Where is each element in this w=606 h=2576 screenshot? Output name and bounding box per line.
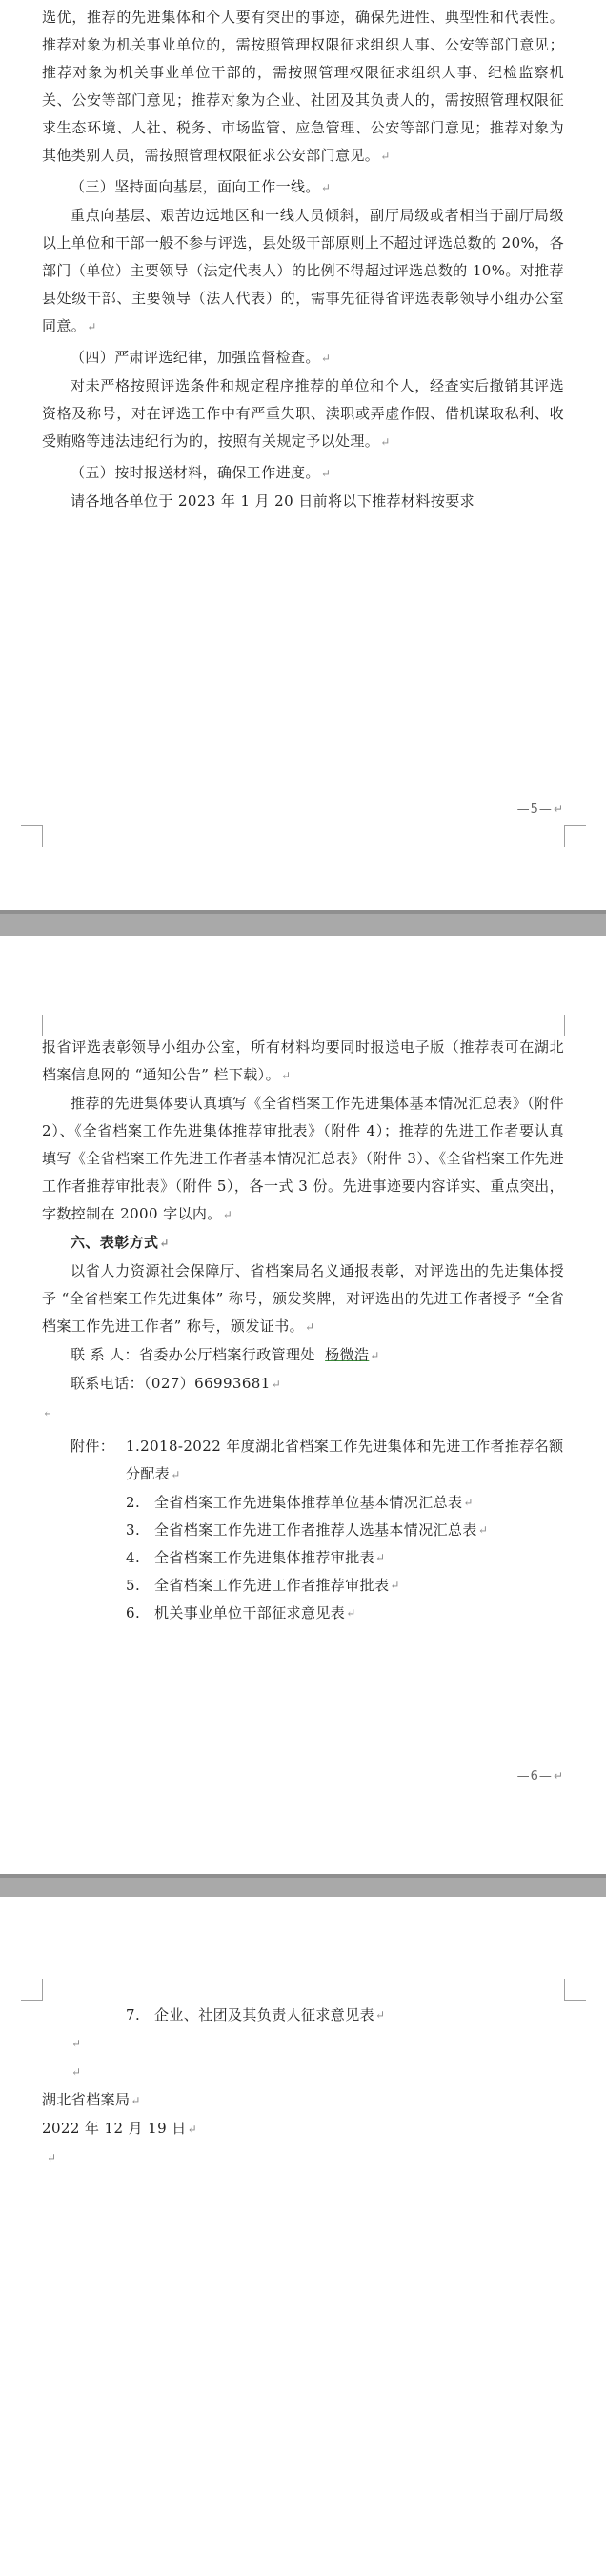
paragraph-mark: ↵ xyxy=(320,181,332,194)
empty-paragraph xyxy=(42,2058,564,2086)
paragraph-mark: ↵ xyxy=(346,1606,356,1620)
attachment-item: 7. 企业、社团及其负责人征求意见表 ↵ xyxy=(42,2002,564,2029)
issuer: 湖北省档案局↵ xyxy=(42,2091,141,2108)
paragraph-mark: ↵ xyxy=(305,1320,315,1334)
margin-corner-marker xyxy=(564,1979,586,2001)
page-5-body xyxy=(42,4,564,515)
attachment-item: 附件： 1.2018-2022 年度湖北省档案工作先进集体和先进工作者推荐名额分配表↵ xyxy=(71,1433,564,1489)
paragraph: 请各地各单位于 2023 年 1 月 20 日前将以下推荐材料按要求 xyxy=(71,493,475,510)
page-separator xyxy=(0,910,606,936)
paragraph: 选优，推荐的先进集体和个人要有突出的事迹，确保先进性、典型性和代表性。推荐对象为机关事业单位的，需按照管理权限征求组织人事、公安等部门意见；推荐对象为机关事业单位干部的，需按照管理权限征求组织人事、纪检监察机关、公安等部门意见；推荐对象为企业、社团及其负责人的，需按照管理权限征求生态环境、人社、税务、市场监管、应急管理、公安等部门意见；推荐对象为其他类别人员，需按照管理权限征求公安部门意见。↵ xyxy=(42,9,564,164)
margin-corner-marker xyxy=(564,1015,586,1036)
attachments-label: 附件： xyxy=(71,1438,115,1455)
issue-date: 2022 年 12 月 19 日↵ xyxy=(42,2120,198,2137)
section-heading: （三）坚持面向基层，面向工作一线。↵ xyxy=(71,178,332,195)
paragraph-mark: ↵ xyxy=(187,2123,198,2136)
paragraph: 重点向基层、艰苦边远地区和一线人员倾斜，副厅局级或者相当于副厅局级以上单位和干部一般不参与评选，县处级干部原则上不超过评选总数的 20%，各部门（单位）主要领导（法定代表人）的比例不得超过评选总数的 10%。对推荐县处级干部、主要领导（法人代表）的，需事先征得省评选表彰领导小组办公室同意。↵ xyxy=(42,207,564,334)
paragraph-mark: ↵ xyxy=(271,1378,282,1391)
paragraph-mark: ↵ xyxy=(463,1496,474,1509)
attachment-item: 2. 全省档案工作先进集体推荐单位基本情况汇总表 ↵ xyxy=(71,1489,564,1517)
paragraph-mark: ↵ xyxy=(477,1523,489,1537)
page-number: —5—↵ xyxy=(516,802,564,816)
document-page-7 xyxy=(0,1897,606,2576)
paragraph: 以省人力资源社会保障厅、省档案局名义通报表彰，对评选出的先进集体授予 “全省档案工作先进集体” 称号，颁发奖牌，对评选出的先进工作者授予 “全省档案工作先进工作者” 称号，颁发证书。↵ xyxy=(42,1262,564,1335)
paragraph: 推荐的先进集体要认真填写《全省档案工作先进集体基本情况汇总表》（附件 2）、《全省档案工作先进集体推荐审批表》（附件 4）；推荐的先进工作者要认真填写《全省档案工作先进工作者基本情况汇总表》（附件 3）、《全省档案工作先进工作者推荐审批表》（附件 5），各一式 3 份。先进事迹要内容详实、重点突出，字数控制在 2000 字以内。↵ xyxy=(42,1095,564,1222)
document-page-5 xyxy=(0,0,606,910)
paragraph-mark: ↵ xyxy=(171,1468,181,1481)
paragraph-mark: ↵ xyxy=(380,150,391,163)
section-heading: （四）严肃评选纪律，加强监督检查。↵ xyxy=(71,349,332,366)
empty-paragraph xyxy=(42,2029,564,2058)
attachment-item: 4. 全省档案工作先进集体推荐审批表 ↵ xyxy=(71,1544,564,1572)
paragraph-mark: ↵ xyxy=(380,435,391,449)
attachment-item: 5. 全省档案工作先进工作者推荐审批表 ↵ xyxy=(71,1572,564,1600)
paragraph-mark: ↵ xyxy=(553,802,564,815)
page-6-body xyxy=(42,1034,564,1627)
paragraph-mark: ↵ xyxy=(553,1769,564,1782)
paragraph: 报省评选表彰领导小组办公室，所有材料均要同时报送电子版（推荐表可在湖北档案信息网的 “通知公告” 栏下载）。↵ xyxy=(42,1038,564,1083)
paragraph-mark: ↵ xyxy=(131,2094,141,2107)
paragraph-mark: ↵ xyxy=(43,1406,53,1419)
paragraph-mark: ↵ xyxy=(370,1349,380,1362)
contact-line: 联 系 人：省委办公厅档案行政管理处 杨微浩↵ xyxy=(71,1346,380,1363)
page-separator xyxy=(0,1874,606,1897)
paragraph-mark: ↵ xyxy=(375,1551,386,1564)
paragraph-mark: ↵ xyxy=(87,320,97,333)
page-number: —6—↵ xyxy=(516,1769,564,1783)
section-heading: （五）按时报送材料，确保工作进度。↵ xyxy=(71,464,332,481)
empty-paragraph xyxy=(42,2143,564,2172)
page-7-body xyxy=(42,2002,564,2172)
document-page-6 xyxy=(0,936,606,1874)
phone-line: 联系电话：（027）66993681↵ xyxy=(71,1375,282,1392)
contact-name: 杨微浩 xyxy=(325,1346,370,1363)
paragraph-mark: ↵ xyxy=(375,2008,386,2022)
paragraph-mark: ↵ xyxy=(320,352,332,365)
paragraph-mark: ↵ xyxy=(47,2151,57,2164)
margin-corner-marker xyxy=(21,1015,43,1036)
paragraph-mark: ↵ xyxy=(71,2037,82,2050)
paragraph: 对未严格按照评选条件和规定程序推荐的单位和个人，经查实后撤销其评选资格及称号，对在评选工作中有严重失职、渎职或弄虚作假、借机谋取私利、收受贿赂等违法违纪行为的，按照有关规定予以处理。↵ xyxy=(42,377,564,450)
margin-corner-marker xyxy=(564,825,586,847)
section-heading: 六、表彰方式↵ xyxy=(71,1234,170,1251)
margin-corner-marker xyxy=(21,1979,43,2001)
attachment-item: 3. 全省档案工作先进工作者推荐人选基本情况汇总表 ↵ xyxy=(71,1517,564,1544)
paragraph-mark: ↵ xyxy=(222,1208,233,1221)
paragraph-mark: ↵ xyxy=(390,1579,400,1592)
empty-paragraph xyxy=(42,1399,564,1427)
margin-corner-marker xyxy=(21,825,43,847)
attachments-list xyxy=(42,1433,564,1627)
attachment-item: 6. 机关事业单位干部征求意见表 ↵ xyxy=(71,1600,564,1627)
paragraph-mark: ↵ xyxy=(280,1069,292,1082)
paragraph-mark: ↵ xyxy=(320,467,332,480)
paragraph-mark: ↵ xyxy=(159,1237,170,1250)
paragraph-mark: ↵ xyxy=(71,2065,82,2079)
